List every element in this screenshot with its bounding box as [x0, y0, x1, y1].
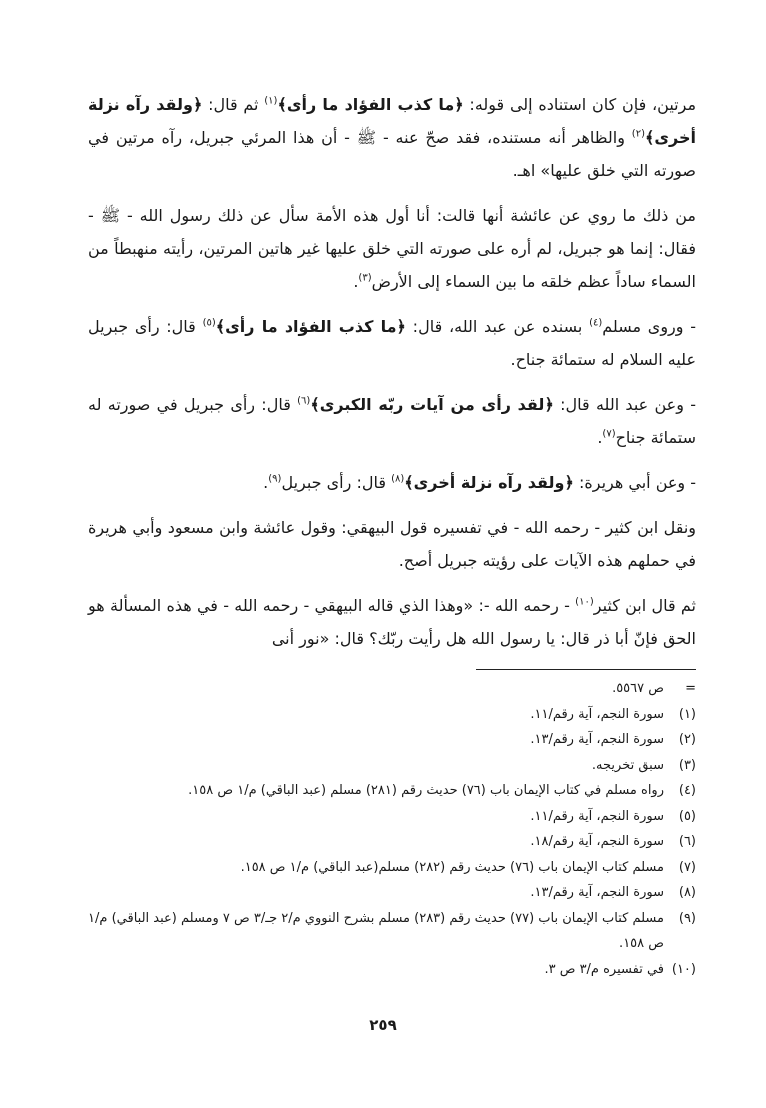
- footnote-number: =: [685, 681, 696, 696]
- quran-quote: ﴿ولقد رآه نزلة أخرى﴾: [88, 95, 696, 147]
- footnote-number: (٨): [678, 885, 696, 900]
- footnote-ref: (١٠): [575, 596, 594, 608]
- footnote: [88, 829, 696, 855]
- paragraph: [88, 199, 696, 298]
- footnote-number: (٢): [678, 732, 696, 747]
- text-segment: بسنده عن عبد الله، قال:: [405, 317, 590, 336]
- text-segment: .: [263, 473, 269, 492]
- footnote-number: (١): [678, 706, 696, 722]
- paragraph: [88, 88, 696, 187]
- footnote-text: سورة النجم، آية رقم/١١.: [530, 808, 664, 824]
- text-segment: قال: رأى جبريل عليه السلام له ستمائة جناح.: [88, 317, 696, 369]
- footnote-divider: [476, 669, 696, 670]
- footnote-number: (٩): [678, 910, 696, 926]
- footnote-ref: (٧): [602, 428, 616, 440]
- text-segment: - رحمه الله -: «وهذا الذي قاله البيهقي - رحمه الله - في هذه المسألة هو الحق فإنّ أبا ذر قال: يا رسول الله هل رأيت ربّك؟ قال: «نور أنى: [88, 596, 696, 648]
- quran-quote: ﴿لقد رأى من آيات ربّه الكبرى﴾: [310, 395, 554, 414]
- paragraph: [88, 589, 696, 655]
- footnote-ref: (١): [264, 95, 278, 107]
- footnote-text: سورة النجم، آية رقم/١٣.: [530, 885, 664, 900]
- text-segment: - وعن عبد الله قال:: [553, 395, 697, 414]
- footnote-text: سورة النجم، آية رقم/١٨.: [530, 834, 664, 849]
- footnote: [88, 804, 696, 830]
- footnote: [88, 778, 696, 804]
- footnote-number: (٣): [678, 757, 696, 773]
- footnote-number: (١٠): [671, 961, 696, 977]
- text-segment: - وروى مسلم: [602, 317, 697, 336]
- footnote-text: مسلم كتاب الإيمان باب (٧٧) حديث رقم (٢٨٣) مسلم بشرح النووي م/٢ جـ/٣ ص ٧ ومسلم (عبد الباقي) م/١ ص ١٥٨.: [88, 910, 664, 951]
- text-segment: والظاهر أنه مستنده، فقد صحّ عنه - ﷺ - أن هذا المرئي جبريل، رآه مرتين في صورته التي خلق عليها» اهـ.: [88, 128, 696, 180]
- footnote: [88, 880, 696, 906]
- quran-quote: ﴿ولقد رآه نزلة أخرى﴾: [404, 473, 574, 492]
- footnote: [88, 676, 696, 702]
- footnote-ref: (٥): [202, 317, 216, 329]
- paragraph: [88, 511, 696, 577]
- footnote-number: (٦): [678, 834, 696, 849]
- text-segment: ثم قال ابن كثير: [593, 596, 697, 615]
- main-text: [88, 88, 696, 655]
- text-segment: قال: رأى جبريل: [281, 473, 392, 492]
- footnote-ref: (٦): [297, 395, 311, 407]
- footnote-number: (٤): [678, 783, 696, 798]
- text-segment: .: [353, 272, 359, 291]
- footnote-ref: (٣): [358, 272, 372, 284]
- paragraph: [88, 466, 696, 499]
- text-segment: مرتين، فإن كان استناده إلى قوله:: [463, 95, 697, 114]
- footnote: [88, 855, 696, 881]
- footnote: [88, 702, 696, 728]
- text-segment: .: [597, 428, 603, 447]
- page-number: ٢٥٩: [369, 1016, 397, 1034]
- footnote-text: مسلم كتاب الإيمان باب (٧٦) حديث رقم (٢٨٢) مسلم(عبد الباقي) م/١ ص ١٥٨.: [240, 859, 664, 875]
- footnote-text: سبق تخريجه.: [591, 757, 664, 773]
- footnote-text: رواه مسلم في كتاب الإيمان باب (٧٦) حديث رقم (٢٨١) مسلم (عبد الباقي) م/١ ص ١٥٨.: [188, 783, 664, 798]
- footnote: [88, 957, 696, 983]
- footnote: [88, 727, 696, 753]
- footnote-ref: (٢): [631, 128, 645, 140]
- footnote-text: في تفسيره م/٣ ص ٣.: [544, 961, 664, 977]
- text-segment: قال: رأى جبريل في صورته له ستمائة جناح: [88, 395, 696, 447]
- paragraph: [88, 310, 696, 376]
- text-segment: ونقل ابن كثير - رحمه الله - في تفسيره قول البيهقي: وقول عائشة وابن مسعود وأبي هريرة في حملهم هذه الآيات على رؤيته جبريل أصح.: [88, 518, 696, 570]
- paragraph: [88, 388, 696, 454]
- text-segment: من ذلك ما روي عن عائشة أنها قالت: أنا أول هذه الأمة سأل عن ذلك رسول الله - ﷺ - فقال: إنما هو جبريل، لم أره على صورته التي خلق عليها غير هاتين المرتين، رأيته منهبطاً من السماء ساداً عظم خلقه ما بين السماء إلى الأرض: [88, 206, 696, 291]
- footnote: [88, 753, 696, 779]
- page: [88, 88, 696, 982]
- footnote-ref: (٩): [268, 473, 282, 485]
- footnote-ref: (٨): [391, 473, 405, 485]
- text-segment: - وعن أبي هريرة:: [573, 473, 696, 492]
- quran-quote: ﴿ما كذب الفؤاد ما رأى﴾: [215, 317, 406, 336]
- footnote-text: ص ٥٥٦٧.: [612, 681, 664, 696]
- footnote: [88, 906, 696, 957]
- footnotes: [88, 676, 696, 982]
- text-segment: ثم قال:: [202, 95, 265, 114]
- footnote-text: سورة النجم، آية رقم/١١.: [530, 706, 664, 722]
- footnote-text: سورة النجم، آية رقم/١٣.: [530, 732, 664, 747]
- footnote-ref: (٤): [589, 317, 603, 329]
- footnote-number: (٥): [678, 808, 696, 824]
- quran-quote: ﴿ما كذب الفؤاد ما رأى﴾: [277, 95, 464, 114]
- footnote-number: (٧): [678, 859, 696, 875]
